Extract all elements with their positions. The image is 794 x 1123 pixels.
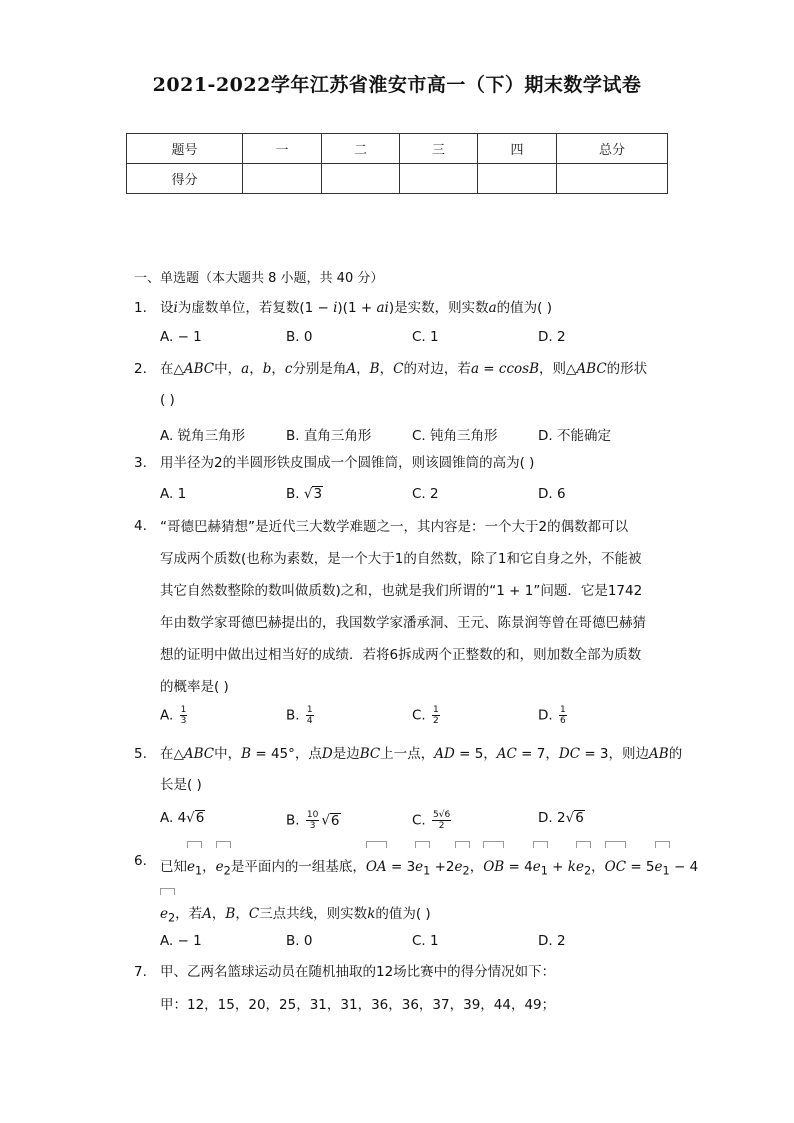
section-heading: 一、单选题（本大题共 8 小题，共 40 分） — [134, 271, 384, 286]
options — [160, 705, 680, 733]
table-cell — [400, 164, 478, 194]
table-cell: 一 — [243, 134, 322, 164]
option-d[interactable]: D. 2 — [538, 329, 566, 345]
option-c[interactable]: C. 2 — [412, 486, 439, 502]
question-text — [160, 511, 660, 703]
option-b[interactable]: B. 0 — [286, 933, 313, 949]
question-number: 2. — [134, 361, 147, 377]
option-d[interactable]: D. 2 — [538, 933, 566, 949]
question-text: 在△ABC中，a，b，c分别是角A，B，C的对边，若a = ccosB，则△ABC的形状 ( ) — [160, 361, 648, 408]
option-c[interactable]: C. 1 — [412, 329, 439, 345]
table-cell — [478, 164, 557, 194]
option-c[interactable]: C. $\frac{5√6}{2}$ — [412, 810, 451, 831]
options — [160, 810, 680, 838]
table-row — [127, 134, 668, 164]
question-number: 1. — [134, 300, 147, 316]
option-b[interactable]: B. $\frac{1}{4}$ — [286, 705, 313, 726]
page-title: 2021-2022学年江苏省淮安市高一（下）期末数学试卷 — [152, 74, 642, 96]
question-number: 5. — [134, 746, 147, 762]
text-line: “哥德巴赫猜想”是近代三大数学难题之一，其内容是：一个大于2的偶数都可以 — [160, 519, 629, 535]
option-a[interactable]: A. 1 — [160, 486, 187, 502]
table-cell: 得分 — [127, 164, 243, 194]
table-cell: 四 — [478, 134, 557, 164]
option-c[interactable]: C. 1 — [412, 933, 439, 949]
option-a[interactable]: A. $\frac{1}{3}$ — [160, 705, 187, 726]
option-b[interactable]: B. 0 — [286, 329, 313, 345]
option-c[interactable]: C. $\frac{1}{2}$ — [412, 705, 439, 726]
text-line: 其它自然数整除的数叫做质数)之和，也就是我们所谓的“1 + 1”问题．它是1742 — [160, 583, 643, 599]
question-number: 7. — [134, 964, 147, 980]
question-number: 3. — [134, 455, 147, 471]
option-c[interactable]: C. 钝角三角形 — [412, 428, 498, 444]
table-cell: 题号 — [127, 134, 243, 164]
option-a[interactable]: A. 锐角三角形 — [160, 428, 246, 444]
question-number: 4. — [134, 518, 147, 534]
table-cell — [243, 164, 322, 194]
option-d[interactable]: D. 2√6 — [538, 810, 584, 826]
question-text: 用半径为2的半圆形铁皮围成一个圆锥筒，则该圆锥筒的高为( ) — [160, 455, 535, 471]
question-text — [160, 957, 660, 988]
question-text: 设i为虚数单位，若复数(1 − i)(1 + ai)是实数，则实数a的值为( ) — [160, 300, 552, 316]
option-b[interactable]: B. √3 — [286, 486, 323, 502]
option-d[interactable]: D. $\frac{1}{6}$ — [538, 705, 566, 726]
text-line: 写成两个质数(也称为素数，是一个大于1的自然数，除了1和它自身之外，不能被 — [160, 551, 642, 567]
table-cell — [322, 164, 400, 194]
question-text: 已知$e_1$，$e_2$是平面内的一组基底，OA = $3e_1 +2e_2$，OB = $4e_1 + ke_2$，OC = $5e_1 - 4$ $e_2$，若A，B，C三点共线，则实数k的值为( ) — [160, 846, 660, 939]
text-line: 的概率是( ) — [160, 679, 229, 695]
option-a[interactable]: A. 4√6 — [160, 810, 205, 826]
option-d[interactable]: D. 6 — [538, 486, 566, 502]
text-line: 想的证明中做出过相当好的成绩．若将6拆成两个正整数的和，则加数全部为质数 — [160, 647, 642, 663]
table-cell: 总分 — [557, 134, 668, 164]
table-cell: 二 — [322, 134, 400, 164]
option-b[interactable]: B. $\frac{10}{3}$ √6 — [286, 810, 340, 831]
option-a[interactable]: A. − 1 — [160, 329, 202, 345]
question-data-line: 甲：12，15，20，25，31，31，36，36，37，39，44，49； — [160, 997, 556, 1013]
question-number: 6. — [134, 853, 147, 869]
score-table — [126, 133, 668, 194]
option-a[interactable]: A. − 1 — [160, 933, 202, 949]
table-cell — [557, 164, 668, 194]
table-row — [127, 164, 668, 194]
option-d[interactable]: D. 不能确定 — [538, 428, 611, 444]
question-text: 在△ABC中，B = 45°，点D是边BC上一点，AD = 5，AC = 7，DC = 3，则边AB的 长是( ) — [160, 746, 683, 793]
options — [160, 329, 680, 357]
option-b[interactable]: B. 直角三角形 — [286, 428, 372, 444]
options — [160, 486, 680, 514]
text-line: 甲、乙两名篮球运动员在随机抽取的12场比赛中的得分情况如下： — [160, 964, 556, 980]
table-cell: 三 — [400, 134, 478, 164]
text-line: 年由数学家哥德巴赫提出的，我国数学家潘承洞、王元、陈景润等曾在哥德巴赫猜 — [160, 615, 646, 631]
